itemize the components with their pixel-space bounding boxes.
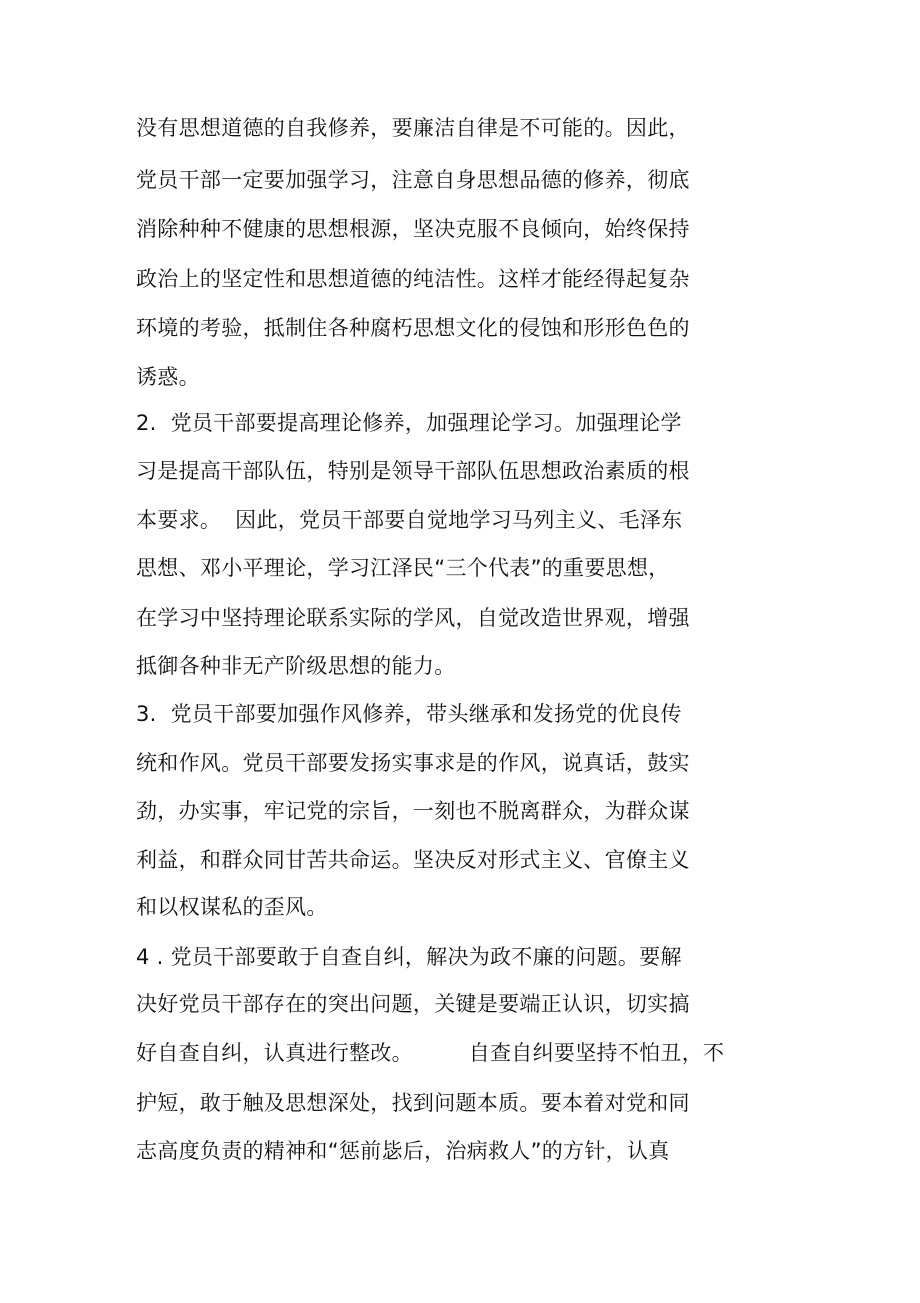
text-line: 抵御各种非无产阶级思想的能力。 xyxy=(136,654,456,678)
text-line: 好自查自纠，认真进行整改。 自查自纠要坚持不怕丑，不 xyxy=(136,1041,725,1065)
text-line: 习是提高干部队伍，特别是领导干部队伍思想政治素质的根 xyxy=(136,459,690,483)
text-line: 诱惑。 xyxy=(136,365,200,389)
text-line: 消除种种不健康的思想根源，坚决克服不良倾向，始终保持 xyxy=(136,217,690,241)
text-line: 党员干部一定要加强学习，注意自身思想品德的修养，彻底 xyxy=(136,168,690,192)
text-line: 环境的考验，抵制住各种腐朽思想文化的侵蚀和形形色色的 xyxy=(136,316,690,340)
text-line: 没有思想道德的自我修养，要廉洁自律是不可能的。因此， xyxy=(136,116,690,140)
text-line: 本要求。 因此，党员干部要自觉地学习马列主义、毛泽东 xyxy=(136,508,683,532)
text-line: 思想、邓小平理论，学习江泽民“三个代表”的重要思想， xyxy=(136,556,670,580)
text-line: 决好党员干部存在的突出问题，关键是要端正认识，切实搞 xyxy=(136,992,690,1016)
text-line: 2. 党员干部要提高理论修养，加强理论学习。加强理论学 xyxy=(136,411,682,435)
text-line: 护短，敢于触及思想深处，找到问题本质。要本着对党和同 xyxy=(136,1091,690,1115)
text-line: 3. 党员干部要加强作风修养，带头继承和发扬党的优良传 xyxy=(136,702,682,726)
text-line: 和以权谋私的歪风。 xyxy=(136,895,328,919)
text-line: 政治上的坚定性和思想道德的纯洁性。这样才能经得起复杂 xyxy=(136,267,690,291)
text-line: 统和作风。党员干部要发扬实事求是的作风，说真话，鼓实 xyxy=(136,751,690,775)
text-line: 劲，办实事，牢记党的宗旨，一刻也不脱离群众，为群众谋 xyxy=(136,799,690,823)
text-line: 在学习中坚持理论联系实际的学风，自觉改造世界观，增强 xyxy=(136,606,690,630)
text-line: 志高度负责的精神和“惩前毖后，治病救人”的方针，认真 xyxy=(136,1139,670,1163)
text-line: 利益，和群众同甘苦共命运。坚决反对形式主义、官僚主义 xyxy=(136,848,690,872)
text-line: 4 . 党员干部要敢于自查自纠，解决为政不廉的问题。要解 xyxy=(136,945,682,969)
